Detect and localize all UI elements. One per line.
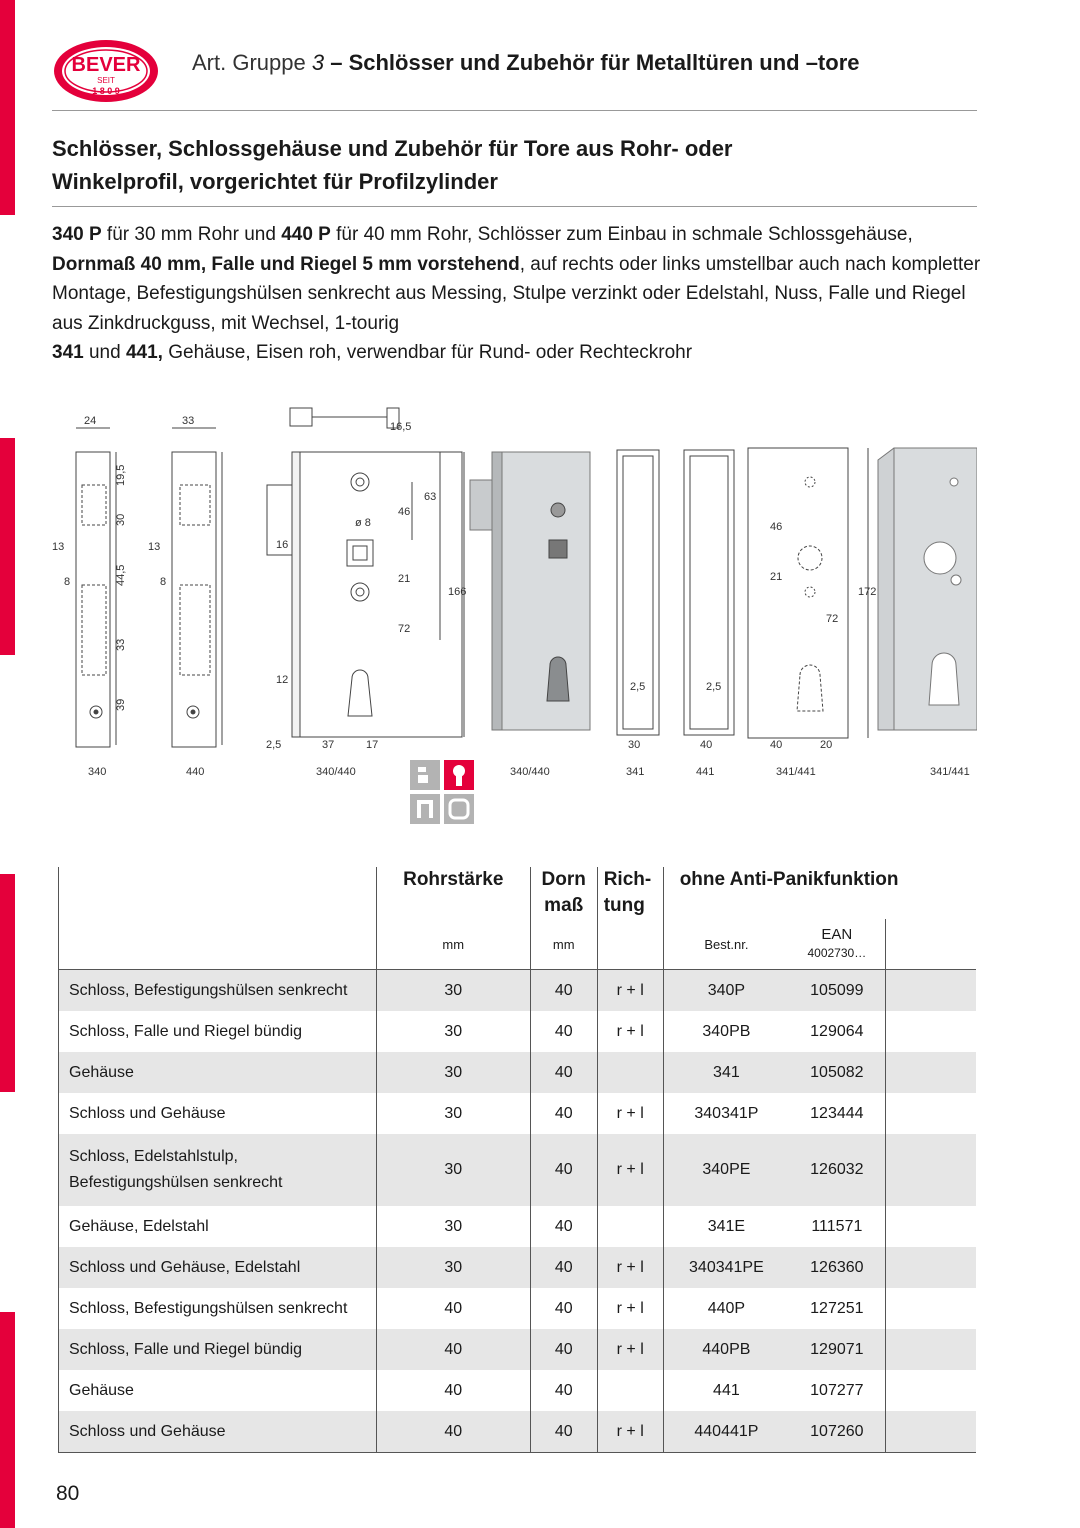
logo-since: SEIT	[97, 76, 115, 85]
red-margin-tab	[0, 438, 15, 655]
cell-empty	[885, 1134, 976, 1206]
product-description	[52, 220, 992, 368]
cell-empty	[885, 1247, 976, 1288]
cell-empty	[885, 1411, 976, 1453]
drawing-caption: 440	[186, 766, 205, 778]
dim-label: 8	[160, 576, 167, 588]
cell-bestnr: 340P	[663, 970, 789, 1012]
dim-label: 21	[398, 573, 411, 585]
cell-dornmass: 40	[530, 1247, 597, 1288]
cell-dornmass: 40	[530, 1206, 597, 1247]
dim-label: 2,5	[706, 681, 722, 693]
header-rohrstaerke: Rohrstärke	[376, 867, 530, 919]
description-text: Gehäuse	[69, 1381, 134, 1399]
description-text: Schloss, Befestigungshülsen senkrecht	[69, 981, 348, 999]
cell-richtung	[597, 1052, 663, 1093]
cell-ean: 111571	[811, 1217, 863, 1235]
section-title-line1: Schlösser, Schlossgehäuse und Zubehör für Tore aus Rohr- oder	[52, 136, 733, 161]
description-text: Schloss, Edelstahlstulp,	[69, 1148, 238, 1165]
cell-bestnr: 340PB	[663, 1011, 789, 1052]
dim-label: 33	[182, 415, 195, 427]
section-title	[52, 132, 952, 198]
drawing-caption: 341/441	[930, 766, 970, 778]
cell-bestnr: 440441P	[663, 1411, 789, 1453]
bever-logo	[52, 38, 160, 104]
dim-label: 33	[115, 638, 127, 651]
cell-bestnr: 441	[663, 1370, 789, 1411]
drawing-341-housing	[617, 450, 659, 751]
lock-function-icons	[410, 760, 476, 824]
dim-label: 46	[398, 506, 411, 518]
table-units-row	[59, 919, 977, 970]
cell-rohrstaerke: 30	[376, 970, 530, 1012]
drawing-440-strike-plate	[148, 415, 222, 747]
cell-ean: 129064	[810, 1022, 864, 1040]
dim-label: 46	[770, 521, 783, 533]
cell-empty	[885, 1206, 976, 1247]
table-header-row	[59, 867, 977, 919]
red-margin-tab	[0, 1312, 15, 1528]
header-group: ohne Anti-Panikfunktion	[663, 867, 976, 919]
desc-text: Gehäuse, Eisen roh, verwendbar für Rund- oder Rechteckrohr	[162, 342, 693, 363]
cell-richtung	[597, 1206, 663, 1247]
cell-description	[59, 1206, 377, 1247]
dim-label: 21	[770, 571, 783, 583]
cell-empty	[885, 1093, 976, 1134]
logo-year: 1 8 0 9	[92, 86, 120, 96]
dim-label: 172	[858, 586, 877, 598]
unit-dorn: mm	[530, 919, 597, 970]
cell-richtung: r + l	[597, 1329, 663, 1370]
cell-ean: 105082	[789, 1052, 885, 1093]
cell-dornmass: 40	[530, 1329, 597, 1370]
cell-empty	[885, 1011, 976, 1052]
table-row	[59, 1093, 977, 1134]
cell-ean: 126032	[789, 1134, 885, 1206]
unit-empty-right	[885, 919, 976, 970]
cell-dornmass: 40	[530, 1052, 597, 1093]
dim-label: 12	[276, 674, 289, 686]
dim-label: 13	[52, 541, 65, 553]
drawing-caption: 341/441	[776, 766, 816, 778]
cell-rohrstaerke: 30	[376, 1247, 530, 1288]
description-text: Schloss, Befestigungshülsen senkrecht	[69, 1299, 348, 1317]
cell-empty	[885, 1288, 976, 1329]
dim-label: 19,5	[115, 464, 127, 486]
unit-rohr: mm	[376, 919, 530, 970]
unit-bestnr: Best.nr.	[663, 919, 789, 970]
cell-richtung: r + l	[597, 1134, 663, 1206]
unit-ean-line1: EAN	[821, 926, 853, 943]
dim-label: 30	[628, 739, 641, 751]
description-paragraph-1	[52, 220, 992, 338]
cell-ean: 107277	[810, 1381, 864, 1399]
cell-dornmass: 40	[530, 1370, 597, 1411]
cell-rohrstaerke: 30	[376, 1052, 530, 1093]
header-dornmass-line2: maß	[544, 895, 584, 916]
desc-text: für 30 mm Rohr und	[101, 224, 282, 245]
table-row	[59, 1411, 977, 1453]
cell-description	[59, 970, 377, 1012]
dim-label: 2,5	[266, 739, 282, 751]
cell-bestnr: 341	[663, 1052, 789, 1093]
photo-341-441-housing	[878, 448, 977, 730]
description-text-line2: Befestigungshülsen senkrecht	[69, 1174, 283, 1191]
cell-rohrstaerke: 40	[376, 1329, 530, 1370]
red-margin-tab	[0, 0, 15, 215]
article-group-prefix: Art. Gruppe	[192, 50, 306, 75]
cell-rohrstaerke: 30	[376, 1093, 530, 1134]
cell-ean: 126360	[789, 1247, 885, 1288]
cell-bestnr: 341E	[663, 1206, 789, 1247]
description-text: Gehäuse, Edelstahl	[69, 1217, 209, 1235]
cell-description	[59, 1370, 377, 1411]
table-row	[59, 1052, 977, 1093]
product-table	[58, 867, 976, 1453]
dim-label: 72	[826, 613, 839, 625]
cell-richtung: r + l	[597, 970, 663, 1012]
description-paragraph-2	[52, 338, 992, 368]
cell-empty	[885, 1329, 976, 1370]
dim-label: 72	[398, 623, 411, 635]
drawing-caption: 340/440	[316, 766, 356, 778]
cell-ean: 127251	[810, 1299, 864, 1317]
table-row	[59, 1370, 977, 1411]
cell-ean: 107260	[789, 1411, 885, 1453]
cell-description	[59, 1411, 377, 1453]
dim-label: 40	[700, 739, 713, 751]
drawing-caption: 340/440	[510, 766, 550, 778]
table-row	[59, 1011, 977, 1052]
cell-ean: 105099	[789, 970, 885, 1012]
section-divider	[52, 206, 977, 207]
desc-bold: 440 P	[281, 224, 331, 245]
drawing-341-441-housing-front	[748, 448, 876, 751]
dim-label: 13	[148, 541, 161, 553]
unit-ean	[789, 919, 885, 970]
cell-richtung: r + l	[597, 1288, 663, 1329]
section-title-line2: Winkelprofil, vorgerichtet für Profilzylinder	[52, 169, 498, 194]
dim-label: 8	[64, 576, 71, 588]
drawing-340-strike-plate	[52, 415, 127, 747]
description-text: Schloss, Falle und Riegel bündig	[69, 1022, 303, 1040]
cell-bestnr: 440PB	[663, 1329, 789, 1370]
cell-bestnr: 340341PE	[663, 1247, 789, 1288]
cell-dornmass: 40	[530, 1134, 597, 1206]
dim-label: 24	[84, 415, 97, 427]
dim-label: 63	[424, 491, 437, 503]
cell-ean: 129071	[789, 1329, 885, 1370]
desc-text: , auf rechts oder links umstellbar auch nach kompletter Montage, Befestigungshülsen senkrecht aus Messing, Stulpe verzinkt oder Edelstahl, Nuss, Falle und Riegel aus Zinkdruckguss, mit Wechsel, 1-tourig	[52, 253, 981, 334]
cell-dornmass: 40	[530, 1011, 597, 1052]
cell-richtung: r + l	[597, 1411, 663, 1453]
page-number: 80	[56, 1482, 80, 1505]
description-text: Schloss und Gehäuse	[69, 1422, 226, 1440]
unit-richt	[597, 919, 663, 970]
unit-ean-line2: 4002730…	[807, 946, 867, 960]
table-row	[59, 1288, 977, 1329]
article-group-title: – Schlösser und Zubehör für Metalltüren und –tore	[330, 50, 860, 75]
cell-richtung	[597, 1370, 663, 1411]
drawing-340-440-lock	[266, 408, 466, 751]
drawing-caption: 341	[626, 766, 645, 778]
article-group-header	[192, 50, 860, 76]
dim-label: 37	[322, 739, 335, 751]
technical-drawings	[52, 400, 977, 760]
desc-bold: 441,	[125, 342, 163, 363]
description-text: Gehäuse	[69, 1063, 134, 1081]
cell-rohrstaerke: 30	[376, 1206, 530, 1247]
photo-340-440-lock	[470, 452, 590, 730]
logo-brand: BEVER	[71, 54, 141, 76]
cell-description	[59, 1093, 377, 1134]
desc-bold: 340 P	[52, 224, 102, 245]
dim-label: 40	[770, 739, 783, 751]
cell-description	[59, 1134, 377, 1206]
cell-richtung: r + l	[597, 1093, 663, 1134]
cell-dornmass: 40	[530, 1411, 597, 1453]
description-text: Schloss und Gehäuse	[69, 1104, 226, 1122]
cell-rohrstaerke: 40	[376, 1288, 530, 1329]
header-richtung	[597, 867, 663, 919]
cell-empty	[885, 970, 976, 1012]
cell-description	[59, 1288, 377, 1329]
header-empty	[59, 867, 377, 919]
dim-label: 2,5	[630, 681, 646, 693]
header-dornmass	[530, 867, 597, 919]
dim-label: 16	[276, 539, 289, 551]
dim-label: 30	[115, 513, 127, 526]
drawing-caption: 340	[88, 766, 107, 778]
cell-empty	[885, 1370, 976, 1411]
cell-empty	[885, 1052, 976, 1093]
red-margin-tab	[0, 874, 15, 1092]
dim-label: 20	[820, 739, 833, 751]
cell-description	[59, 1011, 377, 1052]
table-row	[59, 970, 977, 1012]
table-row	[59, 1247, 977, 1288]
header-richtung-line1: Rich-	[603, 869, 652, 890]
cell-dornmass: 40	[530, 970, 597, 1012]
cell-rohrstaerke: 40	[376, 1370, 530, 1411]
drawing-441-housing	[684, 450, 734, 751]
unit-empty	[59, 919, 377, 970]
cell-dornmass: 40	[530, 1288, 597, 1329]
header-dornmass-line1: Dorn	[541, 869, 586, 890]
dim-label: 44,5	[115, 564, 127, 586]
cell-richtung: r + l	[597, 1247, 663, 1288]
desc-bold: Dornmaß 40 mm, Falle und Riegel 5 mm vorstehend	[52, 253, 520, 275]
description-text: Schloss, Falle und Riegel bündig	[69, 1340, 303, 1358]
article-group-number: 3	[311, 50, 325, 75]
table-row	[59, 1206, 977, 1247]
dim-label: 16,5	[390, 421, 412, 433]
cell-bestnr: 340341P	[663, 1093, 789, 1134]
table-row	[59, 1134, 977, 1206]
table-row	[59, 1329, 977, 1370]
cell-description	[59, 1247, 377, 1288]
cell-bestnr: 340PE	[663, 1134, 789, 1206]
cell-richtung: r + l	[597, 1011, 663, 1052]
cell-description	[59, 1052, 377, 1093]
cell-rohrstaerke: 30	[376, 1011, 530, 1052]
header-divider	[52, 110, 977, 111]
dim-label: ø 8	[355, 517, 371, 529]
cell-description	[59, 1329, 377, 1370]
desc-text: und	[83, 342, 126, 363]
dim-label: 39	[115, 698, 127, 711]
desc-text: für 40 mm Rohr, Schlösser zum Einbau in schmale Schlossgehäuse,	[330, 224, 913, 245]
description-text: Schloss und Gehäuse, Edelstahl	[69, 1258, 301, 1276]
cell-ean: 123444	[810, 1104, 864, 1122]
cell-rohrstaerke: 40	[376, 1411, 530, 1453]
dim-label: 166	[448, 586, 467, 598]
dim-label: 17	[366, 739, 379, 751]
drawing-caption: 441	[696, 766, 715, 778]
cell-bestnr: 440P	[663, 1288, 789, 1329]
desc-bold: 341	[52, 342, 84, 363]
cell-rohrstaerke: 30	[376, 1134, 530, 1206]
header-richtung-line2: tung	[603, 895, 645, 916]
cell-dornmass: 40	[530, 1093, 597, 1134]
